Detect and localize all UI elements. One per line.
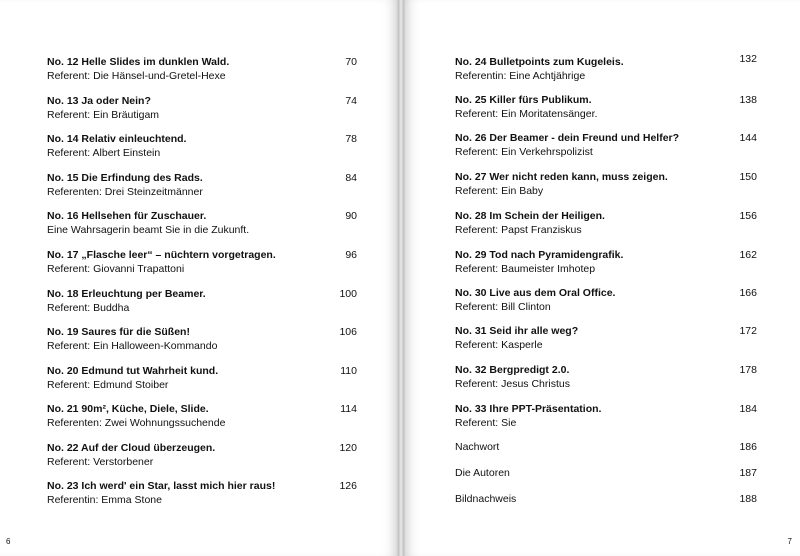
toc-entry-subtitle: Referent: Ein Moritatensänger. xyxy=(455,108,598,120)
toc-entry xyxy=(47,402,357,430)
toc-entry-title: No. 18 Erleuchtung per Beamer. xyxy=(47,288,206,300)
toc-entry-page-number: 186 xyxy=(739,441,757,453)
toc-entry-title: No. 26 Der Beamer - dein Freund und Helfer? xyxy=(455,132,680,144)
toc-entry-subtitle: Referent: Giovanni Trapattoni xyxy=(47,263,185,275)
toc-entry-title: No. 20 Edmund tut Wahrheit kund. xyxy=(47,365,219,377)
toc-entry-authors xyxy=(455,466,765,480)
toc-entry-page-number: 156 xyxy=(739,210,757,222)
toc-entry xyxy=(455,131,765,159)
toc-entry-subtitle: Referent: Ein Baby xyxy=(455,185,544,197)
toc-entry-title: No. 23 Ich werd' ein Star, lasst mich hier raus! xyxy=(47,480,276,492)
toc-entry xyxy=(47,325,357,353)
toc-entry xyxy=(47,55,357,83)
page-folio-left: 6 xyxy=(6,537,11,546)
toc-entry-page-number: 96 xyxy=(345,249,357,261)
toc-entry-subtitle: Referent: Albert Einstein xyxy=(47,147,161,159)
toc-entry-title: No. 21 90m², Küche, Diele, Slide. xyxy=(47,403,209,415)
toc-entry-subtitle: Referenten: Drei Steinzeitmänner xyxy=(47,186,203,198)
toc-entry-page-number: 100 xyxy=(339,288,357,300)
toc-entry xyxy=(47,248,357,276)
toc-entry-title: No. 32 Bergpredigt 2.0. xyxy=(455,364,570,376)
toc-entry-page-number: 110 xyxy=(340,365,357,377)
toc-entry xyxy=(47,209,357,237)
toc-entry-afterword xyxy=(455,440,765,454)
toc-entry-title: No. 17 „Flasche leer“ – nüchtern vorgetragen. xyxy=(47,249,276,261)
toc-entry-subtitle: Referent: Ein Bräutigam xyxy=(47,109,160,121)
page-folio-right: 7 xyxy=(787,537,792,546)
toc-entry-page-number: 114 xyxy=(340,403,357,415)
toc-entry-subtitle: Referent: Edmund Stoiber xyxy=(47,379,169,391)
toc-entry xyxy=(47,287,357,315)
toc-entry xyxy=(455,324,765,352)
toc-entry-title: No. 16 Hellsehen für Zuschauer. xyxy=(47,210,207,222)
toc-entry-subtitle: Referent: Ein Halloween-Kommando xyxy=(47,340,218,352)
toc-entry-page-number: 106 xyxy=(339,326,357,338)
toc-entry xyxy=(455,55,765,83)
left-page xyxy=(0,0,398,556)
toc-entry-page-number: 188 xyxy=(739,493,757,505)
toc-entry-subtitle: Eine Wahrsagerin beamt Sie in die Zukunft. xyxy=(47,224,250,236)
toc-entry xyxy=(455,209,765,237)
toc-entry xyxy=(455,363,765,391)
toc-entry-title: No. 31 Seid ihr alle weg? xyxy=(455,325,579,337)
toc-entry-title: No. 13 Ja oder Nein? xyxy=(47,95,151,107)
toc-entry-subtitle: Referent: Bill Clinton xyxy=(455,301,551,313)
toc-entry-subtitle: Referent: Verstorbener xyxy=(47,456,154,468)
toc-entry-title: No. 28 Im Schein der Heiligen. xyxy=(455,210,605,222)
toc-entry-subtitle: Referentin: Eine Achtjährige xyxy=(455,70,586,82)
toc-entry xyxy=(455,248,765,276)
right-page xyxy=(404,0,800,556)
toc-entry-title: No. 27 Wer nicht reden kann, muss zeigen. xyxy=(455,171,668,183)
toc-entry-title: No. 33 Ihre PPT-Präsentation. xyxy=(455,403,602,415)
toc-entry-subtitle: Referent: Kasperle xyxy=(455,339,543,351)
toc-entry-subtitle: Referent: Jesus Christus xyxy=(455,378,570,390)
toc-entry-page-number: 172 xyxy=(739,325,757,337)
toc-entry-image-credits xyxy=(455,492,765,506)
toc-entry-page-number: 132 xyxy=(739,53,757,65)
toc-entry-title: No. 24 Bulletpoints zum Kugeleis. xyxy=(455,56,624,68)
toc-entry xyxy=(455,93,765,121)
toc-entry-page-number: 126 xyxy=(339,480,357,492)
toc-entry-page-number: 166 xyxy=(739,287,757,299)
toc-entry-page-number: 74 xyxy=(345,95,357,107)
toc-entry-title: No. 25 Killer fürs Publikum. xyxy=(455,94,592,106)
toc-entry-title: No. 30 Live aus dem Oral Office. xyxy=(455,287,616,299)
toc-entry-title: Die Autoren xyxy=(455,467,510,479)
toc-entry-subtitle: Referent: Ein Verkehrspolizist xyxy=(455,146,593,158)
toc-entry-title: No. 15 Die Erfindung des Rads. xyxy=(47,172,203,184)
toc-entry-page-number: 184 xyxy=(739,403,757,415)
toc-entry-subtitle: Referent: Sie xyxy=(455,417,517,429)
toc-entry-page-number: 150 xyxy=(739,171,757,183)
toc-entry-title: No. 14 Relativ einleuchtend. xyxy=(47,133,187,145)
toc-entry-subtitle: Referent: Papst Franziskus xyxy=(455,224,582,236)
toc-entry-subtitle: Referenten: Zwei Wohnungssuchende xyxy=(47,417,226,429)
toc-entry-page-number: 144 xyxy=(739,132,757,144)
toc-entry-subtitle: Referent: Die Hänsel-und-Gretel-Hexe xyxy=(47,70,226,82)
toc-entry xyxy=(47,171,357,199)
toc-entry-title: No. 22 Auf der Cloud überzeugen. xyxy=(47,442,216,454)
toc-entry-title: Nachwort xyxy=(455,441,500,453)
toc-entry-title: No. 19 Saures für die Süßen! xyxy=(47,326,190,338)
toc-entry-title: Bildnachweis xyxy=(455,493,517,505)
toc-entry xyxy=(47,479,357,507)
toc-entry xyxy=(47,94,357,122)
toc-entry xyxy=(47,132,357,160)
toc-entry-page-number: 84 xyxy=(345,172,357,184)
toc-entry-title: No. 12 Helle Slides im dunklen Wald. xyxy=(47,56,230,68)
toc-entry xyxy=(455,170,765,198)
toc-entry-page-number: 70 xyxy=(345,56,357,68)
toc-entry-page-number: 120 xyxy=(339,442,357,454)
toc-entry-title: No. 29 Tod nach Pyramidengrafik. xyxy=(455,249,624,261)
toc-entry-page-number: 78 xyxy=(345,133,357,145)
toc-entry-page-number: 187 xyxy=(739,467,757,479)
toc-entry-page-number: 162 xyxy=(739,249,757,261)
toc-entry xyxy=(47,364,357,392)
toc-entry-page-number: 90 xyxy=(345,210,357,222)
toc-entry xyxy=(455,402,765,430)
toc-entry-subtitle: Referentin: Emma Stone xyxy=(47,494,162,506)
toc-entry-subtitle: Referent: Buddha xyxy=(47,302,130,314)
toc-entry-page-number: 138 xyxy=(739,94,757,106)
toc-entry-page-number: 178 xyxy=(739,364,757,376)
toc-entry xyxy=(47,441,357,469)
toc-entry-subtitle: Referent: Baumeister Imhotep xyxy=(455,263,596,275)
toc-entry xyxy=(455,286,765,314)
